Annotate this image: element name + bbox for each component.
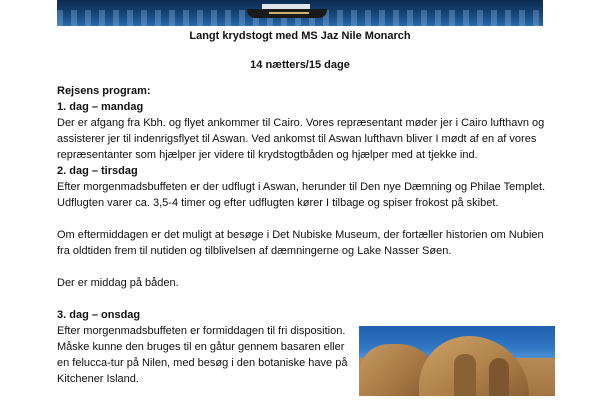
day3-text: Efter morgenmadsbuffeten er formiddagen til fri disposition. Måske kunne den bruges til en gåtur gennem basaren eller en felucca-tur på Nilen, med besøg i den botaniske have på Kitchener Island. xyxy=(57,325,348,385)
day3-title: 3. dag – onsdag xyxy=(57,309,141,321)
day1-title: 1. dag – mandag xyxy=(57,101,144,113)
spacer xyxy=(57,291,547,307)
abu-simbel-photo xyxy=(359,326,555,396)
day2-text-dinner: Der er middag på båden. xyxy=(57,277,179,289)
trip-duration: 14 nætters/15 dage xyxy=(250,59,350,71)
nile-cruise-photo xyxy=(57,0,543,26)
program-heading: Rejsens program: xyxy=(57,85,151,97)
boat-lights xyxy=(269,12,309,14)
document-title: Langt krydstogt med MS Jaz Nile Monarch xyxy=(189,30,411,42)
day1-text: Der er afgang fra Kbh. og flyet ankommer til Cairo. Vores repræsentant møder jer i Cairo lufthavn og assisterer jer til indenrigsflyet til Aswan. Ved ankomst til Aswan lufthavn bliver I mødt af en af vores repræsentanter som hjælper jer videre til krydstogtbåden og hjælper med at tjekke ind. xyxy=(57,117,545,161)
spacer xyxy=(57,211,547,227)
statue xyxy=(489,358,509,396)
day2-text-morning: Efter morgenmadsbuffeten er der udflugt i Aswan, herunder til Den nye Dæmning og Philae Templet. Udflugten varer ca. 3,5-4 timer og efter udflugten kører I tilbage og spiser frokost på skibet. xyxy=(57,181,546,209)
day2-title: 2. dag – tirsdag xyxy=(57,165,138,177)
day2-text-afternoon: Om eftermiddagen er det muligt at besøge i Det Nubiske Museum, der fortæller historien om Nubien fra oldtiden frem til nutiden og tilblivelsen af dæmningerne og Lake Nasser Søen. xyxy=(57,229,544,257)
program-section xyxy=(57,83,547,396)
statue xyxy=(454,354,476,396)
spacer xyxy=(57,259,547,275)
